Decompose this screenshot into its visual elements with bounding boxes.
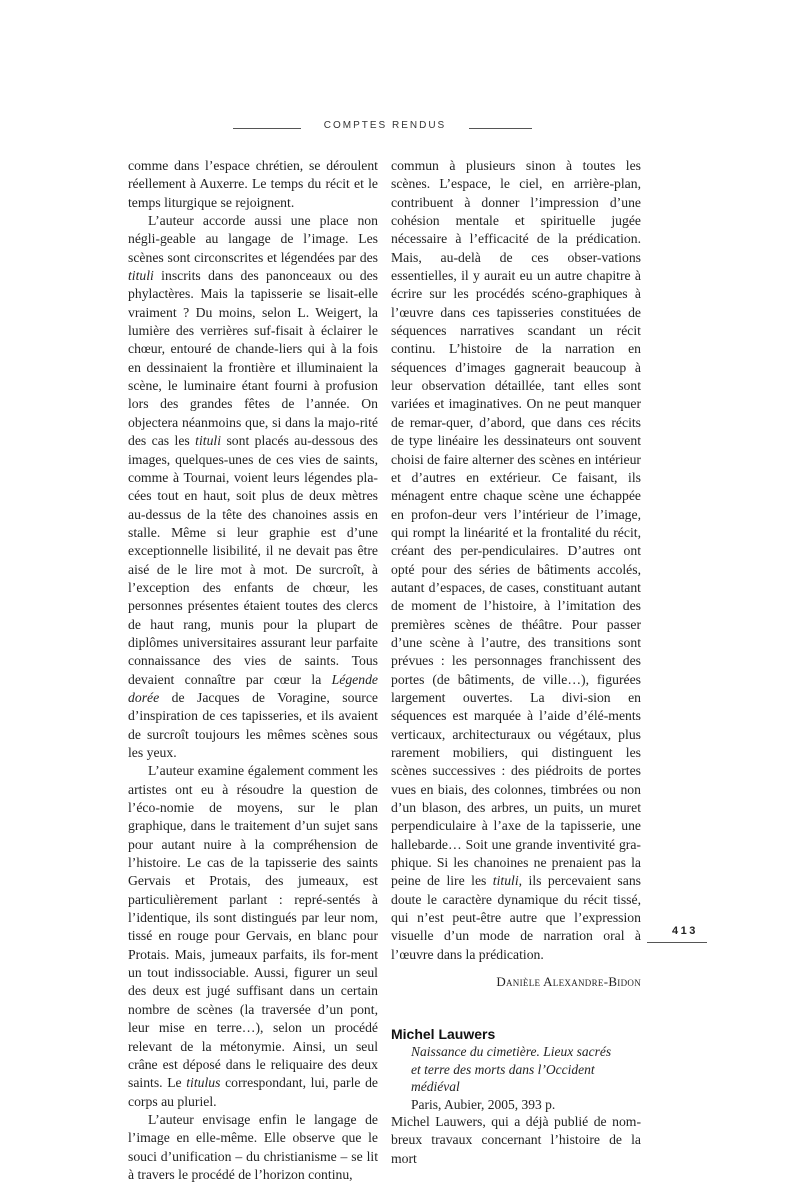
running-head-rule-right [469,128,532,129]
review-heading [391,1025,641,1113]
reviewed-book-author: Michel Lauwers [391,1026,496,1043]
left-column [128,157,378,1184]
running-head-rule-left [233,128,301,129]
review-signature: Danièle Alexandre-Bidon [496,974,641,990]
paragraph: comme dans l’espace chrétien, se déroulent réellement à Auxerre. Le temps du récit et le temps liturgique se rejoignent. [128,158,378,210]
paragraph: Michel Lauwers, qui a déjà publié de nom-breux travaux concernant l’histoire de la mort [391,1114,641,1166]
page-number-rule [647,942,707,943]
paragraph: commun à plusieurs sinon à toutes les scènes. L’espace, le ciel, en arrière-plan, contribuent à donner l’impression d’une cohésion mentale et spirituelle jugée nécessaire à l’efficacité de la prédication. Mais, au-delà de ces obser-vations essentielles, il y aurait eu un autre chapitre à écrire sur les procédés scéno-graphiques à l’œuvre dans ces tapisseries constituées de séquences narratives scandant un récit continu. L’histoire de la narration en séquences d’images gagnerait beaucoup à leur observation détaillée, tant elles sont variées et imaginatives. On ne peut manquer de remar-quer, d’abord, que dans ces récits de type linéaire les dessinateurs ont souvent choisi de faire alterner des scènes en intérieur et d’autres en extérieur. Ce faisant, ils ménagent entre chaque scène une échappée en profon-deur vers l’intérieur de l’image, qui rompt la linéarité et la frontalité du récit, créant des per-pendiculaires. D’autres ont opté pour des séries de bâtiments accolés, autant d’espaces, de cases, constituant autant de moment de l’histoire, à l’imitation des premières scènes de théâtre. Pour passer d’une scène à l’autre, des transitions sont prévues : les personnages franchissent des portes (de bâtiments, de ville…), figurées largement ouvertes. La divi-sion en séquences est marquée à l’aide d’élé-ments verticaux, architecturaux ou végétaux, plus rarement mobiliers, qui distinguent les scènes successives : des piédroits de portes vues en biais, des colonnes, timbrées ou non d’un blason, des arbres, un puits, un muret perpendiculaire à l’axe de la tapisserie, une hallebarde… Soit une grande inventivité gra-phique. Si les chanoines ne prenaient pas la peine de lire les tituli, ils percevaient sans doute le caractère dynamique du récit tissé, qui n’est peut-être autre que l’expression visuelle d’un mode de narration oral à l’œuvre dans la prédication. [391,158,642,962]
page-number: 413 [672,925,698,937]
paragraph: L’auteur accorde aussi une place non négli-geable au langage de l’image. Les scènes sont circonscrites et légendées par des tituli inscrits dans des panonceaux ou des phylactères. Mais la tapisserie se lisait-elle vraiment ? Du moins, selon L. Weigert, la lumière des verrières suf-fisait à éclairer le chœur, entouré de chande-liers qui à la fois en dessinaient la frontière et illuminaient la scène, le luminaire étant fourni à profusion lors des grandes fêtes de l’année. On objectera néanmoins que, si dans la majo-rité des cas les tituli sont placés au-dessous des images, quelques-unes de ces vies de saints, comme à Tournai, voient leurs légendes pla-cées tout en haut, soit plus de deux mètres au-dessus de la tête des chanoines assis en stalle. Même si leur graphie est d’une exceptionnelle lisibilité, il ne devait pas être aisé de le lire mot à mot. De surcroît, à l’exception des enfants de chœur, les personnes présentes étaient toutes des clercs de haut rang, munis pour la plupart de diplômes universitaires assurant leur parfaite connaissance des vies de saints. Tous devaient connaître par cœur la Légende dorée de Jacques de Voragine, source d’inspiration de ces tapisseries, et ils avaient de surcroît toujours les mêmes scènes sous les yeux. [128,213,378,760]
paragraph: L’auteur examine également comment les artistes ont eu à résoudre la question de l’éco-nomie de moyens, sur le plan graphique, dans le traitement d’un sujet sans pour autant nuire à la compréhension de l’histoire. Le cas de la tapisserie des saints Gervais et Protais, des jumeaux, est particulièrement parlant : repré-sentés à l’identique, ils sont distingués par leur nom, tissé en rouge pour Gervais, en blanc pour Protais. Mais, jumeaux parfaits, ils for-ment un tout indissociable. Aussi, figurer un seul des deux est jugé suffisant dans un certain nombre de scènes (la traversée d’un pont, leur mise en terre…), selon un procédé relevant de la métonymie. Ainsi, un seul crâne est déposé dans le reliquaire des deux saints. Le titulus correspondant, lui, parle de corps au pluriel. [128,763,379,1109]
paragraph: L’auteur envisage enfin le langage de l’image en elle-même. Elle observe que le souci d’unification – du christianisme – se lit à travers le procédé de l’horizon continu, [128,1111,378,1182]
running-head: COMPTES RENDUS [323,120,447,131]
reviewed-book-title: Naissance du cimetière. Lieux sacrés et terre des morts dans l’Occident médiéval [411,1044,612,1095]
right-column [391,157,641,1168]
reviewed-book-publication: Paris, Aubier, 2005, 393 p. [411,1096,556,1112]
